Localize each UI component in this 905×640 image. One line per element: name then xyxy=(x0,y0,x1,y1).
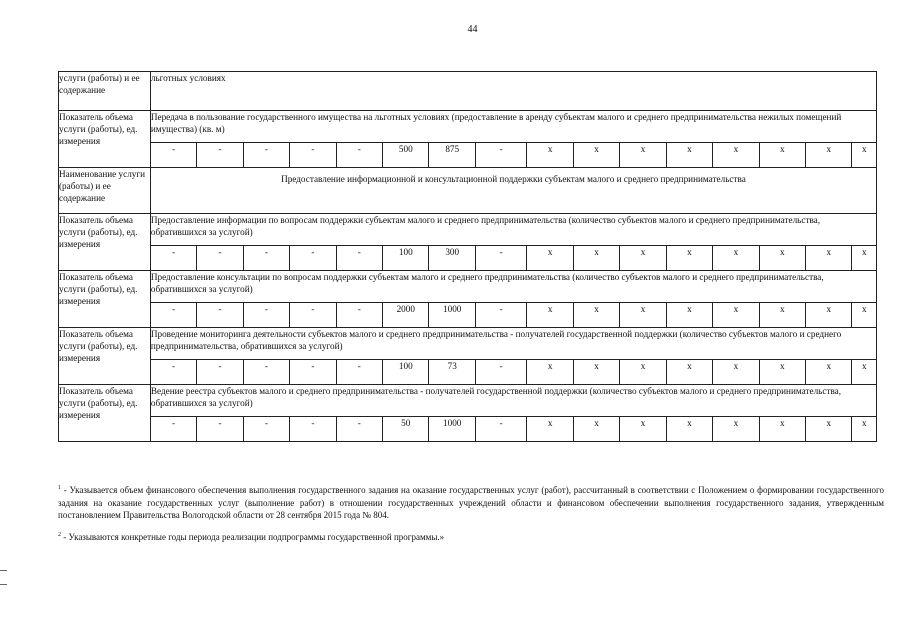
value-cell: - xyxy=(336,246,382,271)
row-label: Показатель объема услуги (работы), ед. измерения xyxy=(59,111,151,168)
value-cell: x xyxy=(527,360,573,385)
value-cell: 1000 xyxy=(429,417,475,442)
value-cell: x xyxy=(620,417,666,442)
indicator-description: Передача в пользование государственного имущества на льготных условиях (предоставление в аренду субъектам малого и среднего предпринимательства нежилых помещений имущества) (кв. м) xyxy=(150,111,876,143)
indicator-row xyxy=(59,385,877,417)
value-cell: x xyxy=(852,417,877,442)
value-cell: - xyxy=(150,360,196,385)
value-cell: 300 xyxy=(429,246,475,271)
indicator-values-row xyxy=(59,143,877,168)
service-name-text: льготных условиях xyxy=(150,72,876,111)
value-cell: - xyxy=(475,303,526,328)
indicator-row xyxy=(59,271,877,303)
indicator-values-row xyxy=(59,360,877,385)
value-cell: - xyxy=(336,143,382,168)
value-cell: x xyxy=(806,360,852,385)
row-label: Показатель объема услуги (работы), ед. измерения xyxy=(59,385,151,442)
value-cell: - xyxy=(243,143,289,168)
value-cell: x xyxy=(759,246,805,271)
row-label: Показатель объема услуги (работы), ед. измерения xyxy=(59,271,151,328)
value-cell: - xyxy=(290,143,336,168)
indicator-description: Ведение реестра субъектов малого и среднего предпринимательства - получателей государственной поддержки (количество субъектов малого и среднего предпринимательства, обратившихся за услугой) xyxy=(150,385,876,417)
value-cell: 73 xyxy=(429,360,475,385)
margin-mark xyxy=(0,570,7,571)
value-cell: - xyxy=(197,417,243,442)
value-cell: x xyxy=(852,246,877,271)
value-cell: 500 xyxy=(383,143,429,168)
margin-mark xyxy=(0,584,7,585)
value-cell: x xyxy=(806,246,852,271)
indicator-description: Предоставление информации по вопросам поддержки субъектам малого и среднего предпринимательства (количество субъектов малого и среднего предпринимательства, обратившихся за услугой) xyxy=(150,214,876,246)
indicator-values-row xyxy=(59,417,877,442)
value-cell: x xyxy=(806,303,852,328)
value-cell: x xyxy=(713,246,759,271)
value-cell: x xyxy=(573,246,619,271)
value-cell: x xyxy=(666,417,712,442)
value-cell: - xyxy=(243,303,289,328)
footnote-mark: 2 xyxy=(58,531,61,538)
value-cell: - xyxy=(475,246,526,271)
service-name-text: Предоставление информационной и консультационной поддержки субъектам малого и среднего предпринимательства xyxy=(150,168,876,214)
value-cell: x xyxy=(759,303,805,328)
footnote xyxy=(58,529,884,544)
value-cell: x xyxy=(620,246,666,271)
value-cell: - xyxy=(150,246,196,271)
value-cell: - xyxy=(475,417,526,442)
value-cell: - xyxy=(290,360,336,385)
value-cell: - xyxy=(150,417,196,442)
value-cell: - xyxy=(243,360,289,385)
value-cell: x xyxy=(620,360,666,385)
value-cell: x xyxy=(527,417,573,442)
value-cell: - xyxy=(475,360,526,385)
row-label: Показатель объема услуги (работы), ед. измерения xyxy=(59,214,151,271)
value-cell: x xyxy=(806,143,852,168)
value-cell: - xyxy=(197,360,243,385)
value-cell: x xyxy=(620,303,666,328)
value-cell: x xyxy=(527,246,573,271)
value-cell: - xyxy=(197,143,243,168)
value-cell: - xyxy=(336,417,382,442)
value-cell: - xyxy=(243,417,289,442)
row-label: Показатель объема услуги (работы), ед. измерения xyxy=(59,328,151,385)
value-cell: 875 xyxy=(429,143,475,168)
value-cell: - xyxy=(336,360,382,385)
value-cell: x xyxy=(713,360,759,385)
value-cell: - xyxy=(336,303,382,328)
value-cell: - xyxy=(290,417,336,442)
value-cell: 100 xyxy=(383,360,429,385)
value-cell: x xyxy=(852,360,877,385)
value-cell: - xyxy=(290,246,336,271)
footnote-text: - Указываются конкретные годы периода реализации подпрограммы государственной программы.» xyxy=(61,531,445,542)
value-cell: - xyxy=(290,303,336,328)
value-cell: x xyxy=(666,360,712,385)
value-cell: 2000 xyxy=(383,303,429,328)
value-cell: - xyxy=(150,143,196,168)
value-cell: 1000 xyxy=(429,303,475,328)
value-cell: x xyxy=(573,143,619,168)
value-cell: x xyxy=(806,417,852,442)
value-cell: - xyxy=(197,303,243,328)
footnotes xyxy=(58,482,884,550)
row-label: Наименование услуги (работы) и ее содержание xyxy=(59,168,151,214)
service-name-row xyxy=(59,72,877,111)
value-cell: 100 xyxy=(383,246,429,271)
indicator-description: Предоставление консультации по вопросам поддержки субъектам малого и среднего предпринимательства (количество субъектов малого и среднего предпринимательства, обратившихся за услугой) xyxy=(150,271,876,303)
value-cell: x xyxy=(852,143,877,168)
value-cell: x xyxy=(713,143,759,168)
value-cell: x xyxy=(852,303,877,328)
value-cell: x xyxy=(573,360,619,385)
page-number: 44 xyxy=(467,24,478,35)
service-name-row xyxy=(59,168,877,214)
footnote-mark: 1 xyxy=(58,485,61,491)
footnote xyxy=(58,482,884,522)
value-cell: - xyxy=(150,303,196,328)
value-cell: x xyxy=(573,417,619,442)
value-cell: x xyxy=(527,143,573,168)
footnote-text: - Указывается объем финансового обеспечения выполнения государственного задания на оказание государственных услуг (работ), рассчитанный в соответствии с Положением о формировании государственного задания на оказание государственных услуг (выполнение работ) в отношении государственных учреждений области и финансовом обеспечении выполнения государственного задания, утвержденным постановлением Правительства Вологодской области от 28 сентября 2015 года № 804. xyxy=(58,485,884,520)
indicator-row xyxy=(59,214,877,246)
indicator-description: Проведение мониторинга деятельности субъектов малого и среднего предпринимательства - получателей государственной поддержки (количество субъектов малого и среднего предпринимательства, обратившихся за услугой) xyxy=(150,328,876,360)
value-cell: x xyxy=(620,143,666,168)
value-cell: 50 xyxy=(383,417,429,442)
value-cell: - xyxy=(197,246,243,271)
value-cell: x xyxy=(713,303,759,328)
value-cell: x xyxy=(573,303,619,328)
value-cell: x xyxy=(527,303,573,328)
indicator-row xyxy=(59,328,877,360)
indicator-row xyxy=(59,111,877,143)
value-cell: x xyxy=(759,417,805,442)
value-cell: x xyxy=(759,360,805,385)
value-cell: - xyxy=(475,143,526,168)
budget-table xyxy=(58,71,877,442)
value-cell: x xyxy=(666,143,712,168)
value-cell: x xyxy=(759,143,805,168)
indicator-values-row xyxy=(59,246,877,271)
indicator-values-row xyxy=(59,303,877,328)
value-cell: x xyxy=(666,246,712,271)
value-cell: x xyxy=(666,303,712,328)
value-cell: x xyxy=(713,417,759,442)
row-label: услуги (работы) и ее содержание xyxy=(59,72,151,111)
value-cell: - xyxy=(243,246,289,271)
